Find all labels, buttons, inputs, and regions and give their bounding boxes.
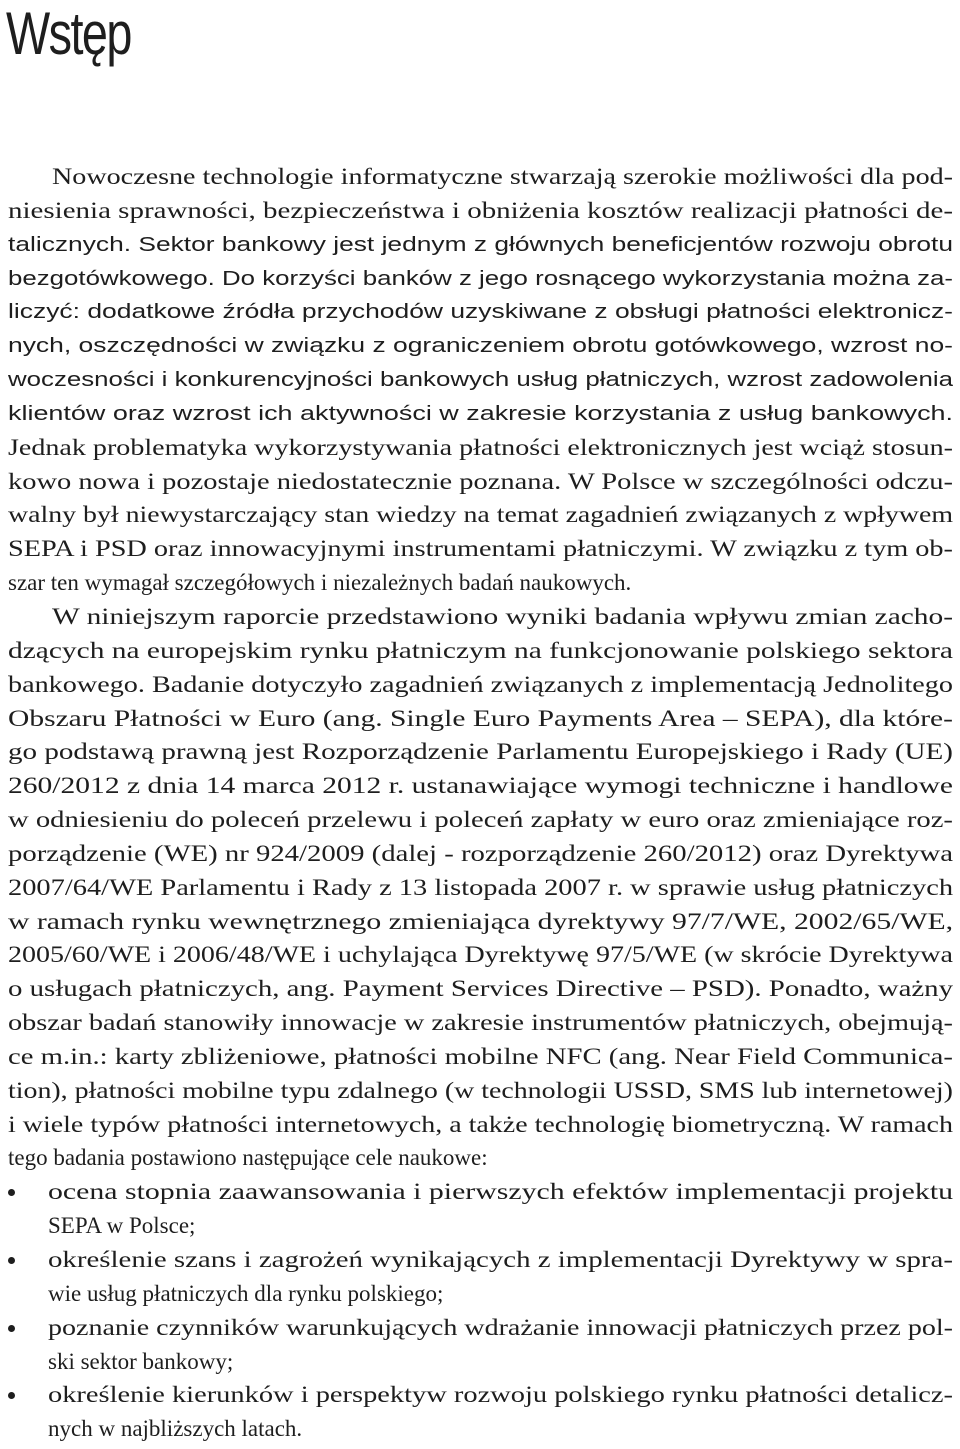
line-text: 260/2012 z dnia 14 marca 2012 r. ustanawiające wymogi techniczne i handlowe — [8, 773, 954, 799]
line-text: niesienia sprawności, bezpieczeństwa i obniżenia kosztów realizacji płatności de- — [8, 197, 953, 223]
line-text: kowo nowa i pozostaje niedostatecznie poznana. W Polsce w szczególności odczu- — [8, 468, 954, 494]
bullet-icon — [8, 1325, 15, 1332]
line-text: obszar badań stanowiły innowacje w zakresie instrumentów płatniczych, obejmują- — [8, 1010, 953, 1036]
text-line — [8, 532, 953, 566]
text-line — [8, 1074, 953, 1108]
line-text: ski sektor bankowy; — [48, 1348, 234, 1374]
text-line — [8, 329, 953, 363]
line-text: nych, oszczędności w związku z ograniczeniem obrotu gotówkowego, wzrost no- — [8, 334, 953, 358]
line-text: tion), płatności mobilne typu zdalnego (w technologii USSD, SMS lub internetowej) — [8, 1077, 953, 1103]
line-text: Jednak problematyka wykorzystywania płatności elektronicznych jest wciąż stosun- — [8, 434, 954, 460]
text-line — [8, 1345, 953, 1379]
line-text: i wiele typów płatności internetowych, a także technologię biometryczną. W ramach — [8, 1111, 953, 1137]
line-text: klientów oraz wzrost ich aktywności w zakresie korzystania z usług bankowych. — [8, 401, 954, 425]
line-text: dzących na europejskim rynku płatniczym na funkcjonowanie polskiego sektora — [8, 637, 953, 663]
page-title: Wstęp — [6, 0, 131, 67]
text-line — [8, 905, 953, 939]
text-line — [8, 194, 953, 228]
text-line — [8, 228, 953, 262]
line-text: Obszaru Płatności w Euro (ang. Single Euro Payments Area – SEPA), dla które- — [8, 705, 953, 731]
list-item — [8, 1311, 953, 1345]
line-text: w odniesieniu do poleceń przelewu i poleceń zapłaty w euro oraz zmieniające roz- — [8, 807, 953, 833]
text-line — [8, 465, 953, 499]
line-text: bezgotówkowego. Do korzyści banków z jego rosnącego wykorzystania można za- — [8, 266, 954, 290]
text-line — [8, 431, 953, 465]
bullet-icon — [8, 1257, 15, 1264]
line-text: liczyć: dodatkowe źródła przychodów uzyskiwane z obsługi płatności elektronicz- — [8, 300, 953, 324]
body-text — [8, 160, 953, 1446]
text-line — [8, 1209, 953, 1243]
text-line — [8, 1040, 953, 1074]
list-item — [8, 1378, 953, 1412]
line-text: tego badania postawiono następujące cele naukowe: — [8, 1145, 488, 1171]
line-text: 2007/64/WE Parlamentu i Rady z 13 listopada 2007 r. w sprawie usług płatniczych — [8, 874, 954, 900]
text-line — [8, 668, 953, 702]
line-text: go podstawą prawną jest Rozporządzenie Parlamentu Europejskiego i Rady (UE) — [8, 739, 953, 765]
text-line — [8, 498, 953, 532]
line-text: w ramach rynku wewnętrznego zmieniająca dyrektywy 97/7/WE, 2002/65/WE, — [8, 908, 954, 934]
line-text: określenie szans i zagrożeń wynikających z implementacji Dyrektywy w spra- — [48, 1247, 953, 1272]
line-text: 2005/60/WE i 2006/48/WE i uchylająca Dyrektywę 97/5/WE (w skrócie Dyrektywa — [8, 942, 953, 968]
line-text: talicznych. Sektor bankowy jest jednym z głównych beneficjentów rozwoju obrotu — [8, 232, 954, 256]
line-text: poznanie czynników warunkujących wdrażanie innowacji płatniczych przez pol- — [48, 1314, 954, 1340]
line-text: woczesności i konkurencyjności bankowych usług płatniczych, wzrost zadowolenia — [8, 368, 954, 392]
text-line — [8, 600, 953, 634]
text-line — [8, 1412, 953, 1446]
text-line — [8, 363, 953, 397]
text-line — [8, 735, 953, 769]
text-line — [8, 634, 953, 668]
text-line — [8, 1277, 953, 1311]
line-text: Nowoczesne technologie informatyczne stwarzają szerokie możliwości dla pod- — [52, 164, 954, 189]
line-text: o usługach płatniczych, ang. Payment Services Directive – PSD). Ponadto, ważny — [8, 976, 954, 1002]
list-item — [8, 1175, 953, 1209]
text-line — [8, 769, 953, 803]
text-line — [8, 397, 953, 431]
text-line — [8, 803, 953, 837]
text-line — [8, 262, 953, 296]
line-text: walny był niewystarczający stan wiedzy na temat zagadnień związanych z wpływem — [8, 502, 953, 528]
list-item — [8, 1243, 953, 1277]
line-text: ce m.in.: karty zbliżeniowe, płatności mobilne NFC (ang. Near Field Communica- — [8, 1043, 953, 1069]
bullet-icon — [8, 1392, 15, 1399]
text-line — [8, 938, 953, 972]
line-text: bankowego. Badanie dotyczyło zagadnień związanych z implementacją Jednolitego — [8, 671, 953, 697]
line-text: porządzenie (WE) nr 924/2009 (dalej - rozporządzenie 260/2012) oraz Dyrektywa — [8, 840, 953, 866]
text-line — [8, 566, 953, 600]
text-line — [8, 972, 953, 1006]
line-text: W niniejszym raporcie przedstawiono wyniki badania wpływu zmian zacho- — [52, 603, 954, 629]
text-line — [8, 1108, 953, 1142]
line-text: SEPA i PSD oraz innowacyjnymi instrumentami płatniczymi. W związku z tym ob- — [8, 536, 953, 562]
text-line — [8, 160, 953, 194]
line-text: określenie kierunków i perspektyw rozwoju polskiego rynku płatności detalicz- — [48, 1382, 954, 1408]
text-line — [8, 702, 953, 736]
text-line — [8, 1006, 953, 1040]
line-text: ocena stopnia zaawansowania i pierwszych efektów implementacji projektu — [48, 1179, 954, 1205]
text-line — [8, 837, 953, 871]
line-text: SEPA w Polsce; — [48, 1213, 196, 1239]
text-line — [8, 295, 953, 329]
text-line — [8, 1141, 953, 1175]
bullet-icon — [8, 1189, 15, 1196]
line-text: wie usług płatniczych dla rynku polskiego; — [48, 1280, 444, 1306]
line-text: szar ten wymagał szczegółowych i niezależnych badań naukowych. — [8, 570, 632, 596]
line-text: nych w najbliższych latach. — [48, 1416, 303, 1442]
text-line — [8, 871, 953, 905]
